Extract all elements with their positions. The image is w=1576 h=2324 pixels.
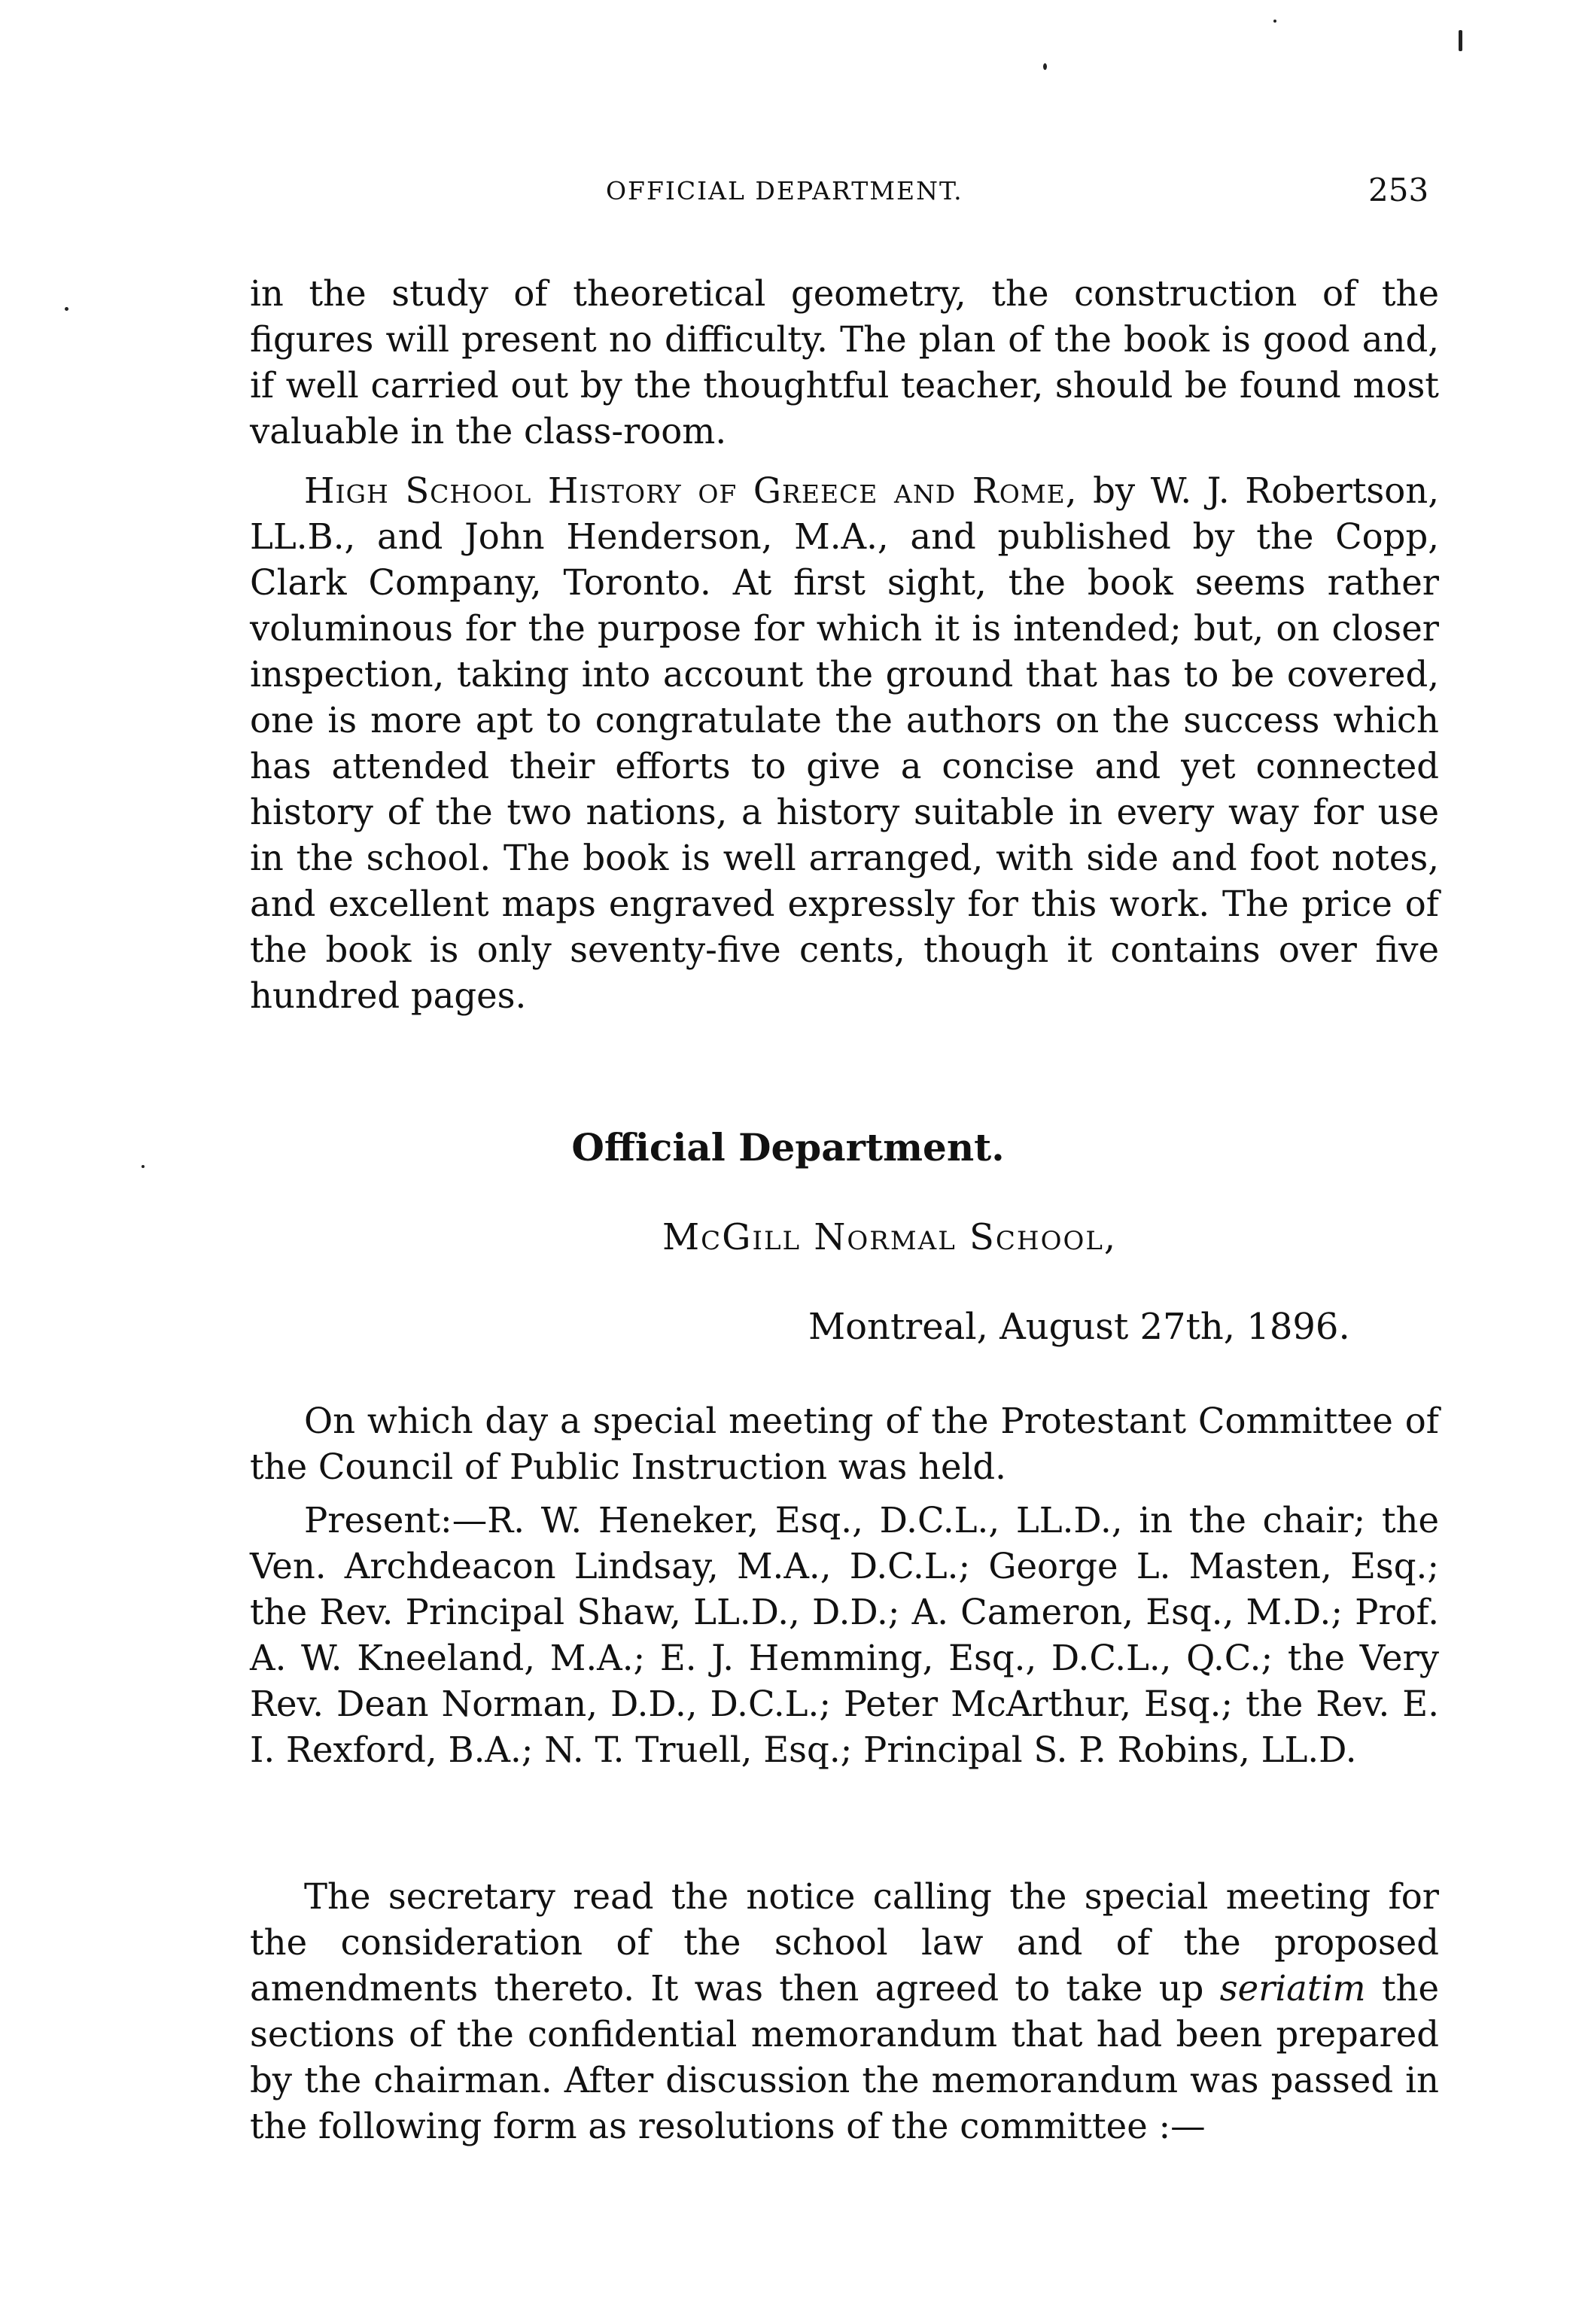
school-name: McGill Normal School,: [662, 1216, 1118, 1258]
page-number: 253: [1368, 172, 1429, 208]
scan-speck: [1459, 30, 1462, 51]
paragraph-text: by W. J. Robertson, LL.B., and John Henderson, M.A., and published by the Copp, Clark Company, Toronto. At first sight, the book seems rather voluminous for the purpose for which it is intended; but, on closer inspection, taking into account the ground that has to be covered, one is more apt to congratulate the authors on the success which has attended their efforts to give a concise and yet connected history of the two nations, a history suitable in every way for use in the school. The book is well arranged, with side and foot notes, and excellent maps engraved expressly for this work. The price of the book is only seventy-five cents, though it contains over five hundred pages.: [250, 470, 1440, 1016]
paragraph-text: On which day a special meeting of the Protestant Committee of the Council of Public Instruction was held.: [250, 1401, 1439, 1487]
book-title: High School History of Greece and Rome,: [304, 470, 1078, 511]
paragraph-present: [250, 1498, 1439, 1773]
paragraph-history-review: [250, 468, 1439, 1019]
paragraph-text: The secretary read the notice calling the special meeting for the consideration of the school law and of the proposed amendments thereto. It was then agreed to take up: [250, 1876, 1439, 2009]
scan-speck: [1043, 63, 1047, 70]
paragraph-text: Present:—R. W. Heneker, Esq., D.C.L., LL.D., in the chair; the Ven. Archdeacon Lindsay, M.A., D.C.L.; George L. Masten, Esq.; the Rev. Principal Shaw, LL.D., D.D.; A. Cameron, Esq., M.D.; Prof. A. W. Kneeland, M.A.; E. J. Hemming, Esq., D.C.L., Q.C.; the Very Rev. Dean Norman, D.D., D.C.L.; Peter McArthur, Esq.; the Rev. E. I. Rexford, B.A.; N. T. Truell, Esq.; Principal S. P. Robins, LL.D.: [250, 1500, 1439, 1770]
paragraph-text: in the study of theoretical geometry, the construction of the figures will present no difficulty. The plan of the book is good and, if well carried out by the thoughtful teacher, should be found most valuable in the class-room.: [250, 273, 1439, 452]
paragraph-geometry-review: [250, 271, 1439, 455]
section-heading: Official Department.: [571, 1125, 1005, 1170]
running-title: OFFICIAL DEPARTMENT.: [606, 176, 963, 205]
paragraph-text-continued: the sections of the confidential memorandum that had been prepared by the chairman. After discussion the memorandum was passed in the following form as resolutions of the committee :—: [250, 1968, 1439, 2146]
scan-speck: [65, 307, 68, 311]
italic-term: seriatim: [1219, 1968, 1366, 2009]
scan-speck: [1273, 20, 1276, 23]
dateline: Montreal, August 27th, 1896.: [808, 1306, 1350, 1348]
paragraph-secretary: [250, 1874, 1439, 2149]
paragraph-meeting: [250, 1398, 1439, 1490]
